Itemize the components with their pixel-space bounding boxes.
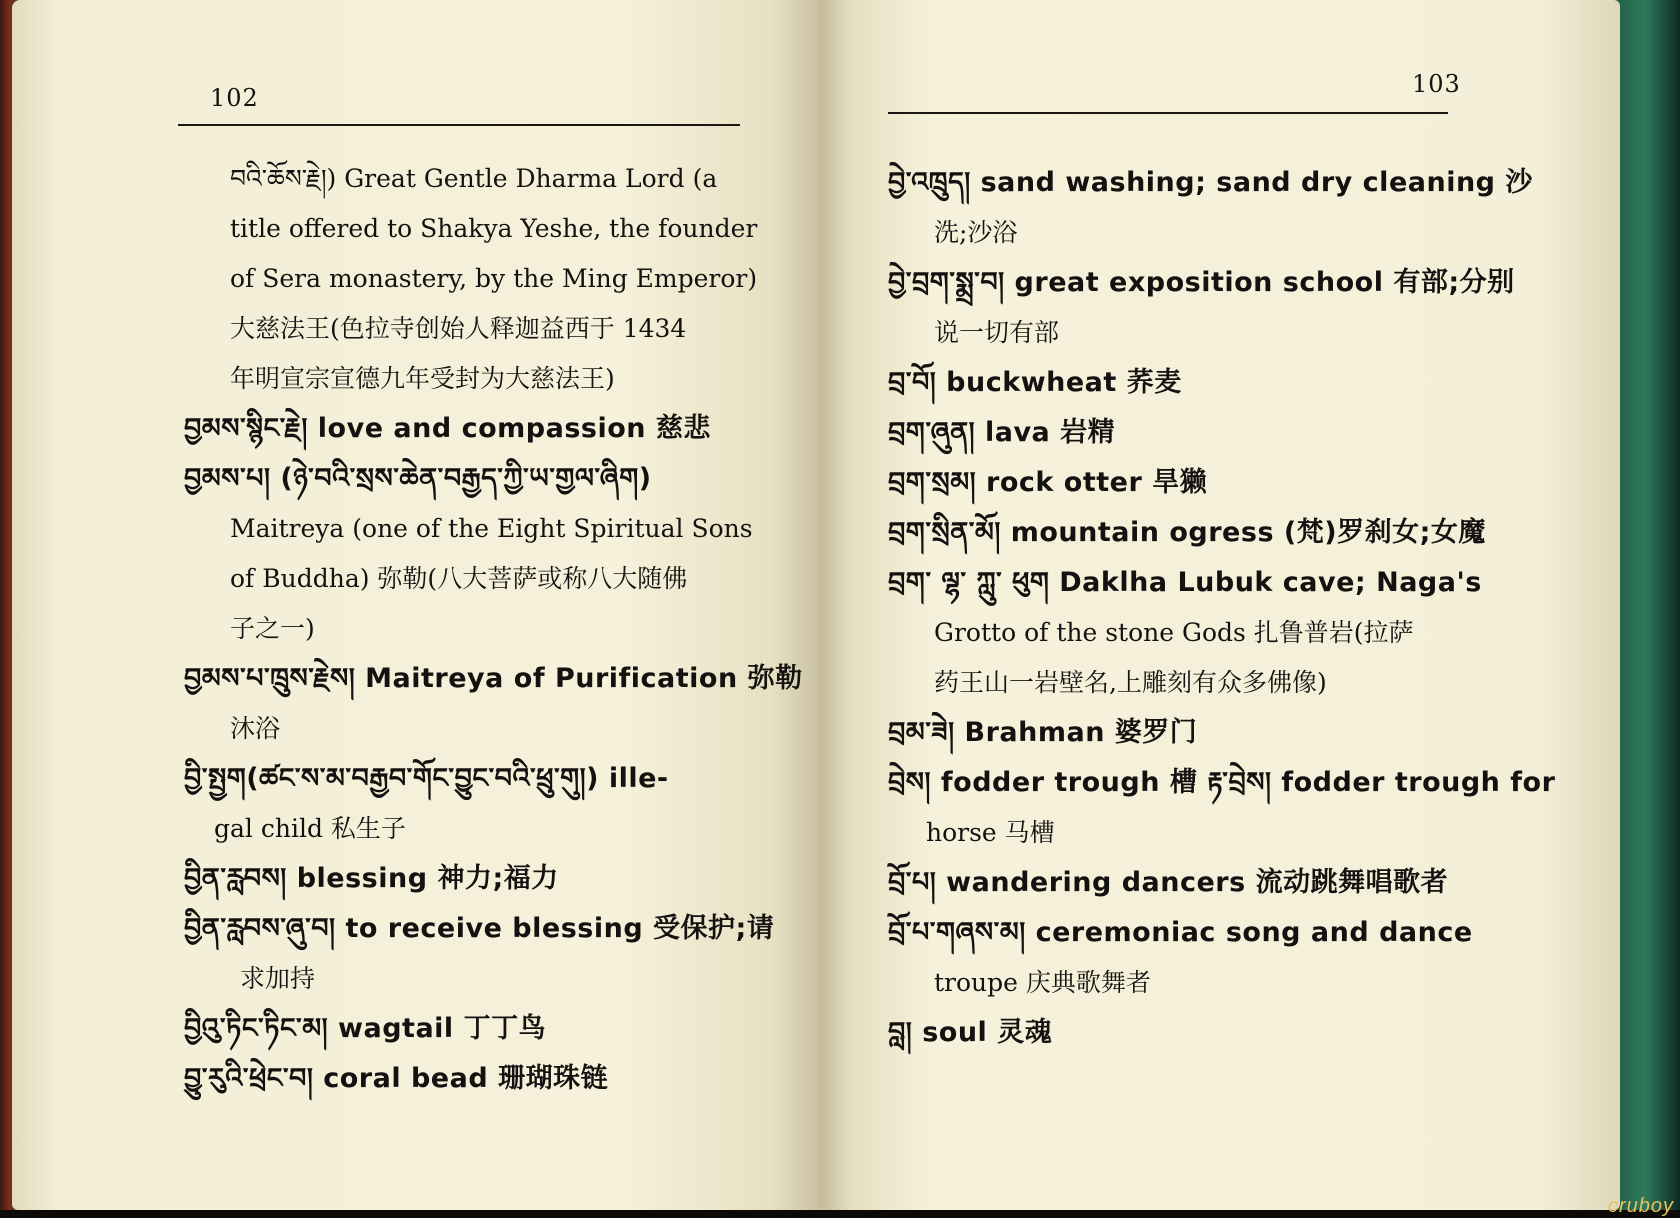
entry-line: བྱེ་བྲག་སྨྲ་བ། great exposition school 有部;分别	[888, 267, 1515, 298]
entry-line: བྱིན་རླབས་ཞུ་བ། to receive blessing 受保护;请	[184, 913, 775, 944]
header-rule-left	[178, 124, 740, 126]
entry-line: བླ། soul 灵魂	[888, 1017, 1053, 1048]
dictionary-entry	[888, 158, 1555, 258]
entry-line: བྲག་ ལྷ་ ཀླུ་ ཕུག Daklha Lubuk cave; Naga's	[888, 567, 1482, 598]
right-page	[820, 0, 1620, 1210]
entry-line: བྲག་ཞུན། lava 岩精	[888, 417, 1116, 448]
dictionary-entry	[888, 408, 1555, 458]
entry-line: 年明宣宗宣德九年受封为大慈法王)	[230, 364, 615, 393]
entry-line: བའི་ཆོས་རྗེ།) Great Gentle Dharma Lord (a	[230, 164, 718, 193]
entry-line: troupe 庆典歌舞者	[934, 968, 1151, 997]
left-page	[12, 0, 820, 1210]
entries-left	[184, 154, 803, 1104]
entry-line: བྱམས་པ་ཁྲུས་རྗེས། Maitreya of Purification 弥勒	[184, 663, 803, 694]
dictionary-entry	[888, 908, 1555, 1008]
entry-line: བྲག་སྲམ། rock otter 旱獭	[888, 467, 1208, 498]
bottom-shadow	[0, 1210, 1680, 1218]
entry-line: 说一切有部	[934, 318, 1060, 347]
dictionary-entry	[184, 754, 803, 854]
entry-line: བྱིན་རླབས། blessing 神力;福力	[184, 863, 559, 894]
dictionary-entry	[888, 1008, 1555, 1058]
entry-line: 药王山一岩壁名,上雕刻有众多佛像)	[934, 668, 1327, 697]
entry-line: 求加持	[240, 964, 316, 993]
entry-line: བྲོ་པ་གཞས་མ། ceremoniac song and dance	[888, 917, 1473, 948]
entry-line: བྲག་སྲིན་མོ། mountain ogress (梵)罗刹女;女魔	[888, 517, 1486, 548]
entry-line: བྱམས་སྙིང་རྗེ། love and compassion 慈悲	[184, 413, 711, 444]
entry-line: བྱིའུ་ཏིང་ཏིང་མ། wagtail 丁丁鸟	[184, 1013, 547, 1044]
entry-line: 子之一)	[230, 614, 315, 643]
entry-line: 大慈法王(色拉寺创始人释迦益西于 1434	[230, 314, 687, 343]
dictionary-entry	[184, 654, 803, 754]
entry-line: of Buddha) 弥勒(八大菩萨或称八大随佛	[230, 564, 688, 593]
entry-line: བྲམ་ཟེ། Brahman 婆罗门	[888, 717, 1198, 748]
dictionary-entry	[184, 854, 803, 904]
entry-line: 洗;沙浴	[934, 218, 1018, 247]
dictionary-entry	[184, 1004, 803, 1054]
dictionary-entry	[184, 904, 803, 1004]
entry-line: བྱེ་འཁྲུད། sand washing; sand dry cleaning 沙	[888, 167, 1533, 198]
dictionary-entry	[888, 258, 1555, 358]
entry-line: gal child 私生子	[214, 814, 406, 843]
dictionary-entry	[888, 758, 1555, 858]
entries-right	[888, 158, 1555, 1058]
entry-line: 沐浴	[230, 714, 281, 743]
dictionary-entry	[888, 558, 1555, 708]
page-number-right: 103	[1412, 70, 1461, 98]
dictionary-entry	[888, 508, 1555, 558]
page-number-left: 102	[210, 84, 259, 112]
dictionary-entry	[888, 458, 1555, 508]
entry-line: བྱི་སྤྱག(ཚང་ས་མ་བརྒྱབ་གོང་བྱུང་བའི་ཕྲུ་གུ།) ille-	[184, 763, 669, 794]
entry-line: བྱམས་པ། (ཉེ་བའི་སྲས་ཆེན་བརྒྱད་ཀྱི་ཡ་གྱལ་ཞིག)	[184, 463, 652, 494]
dictionary-entry	[184, 154, 803, 404]
entry-line: བྲོ་པ། wandering dancers 流动跳舞唱歌者	[888, 867, 1449, 898]
entry-line: བྲ་བོ། buckwheat 荞麦	[888, 367, 1182, 398]
entry-line: of Sera monastery, by the Ming Emperor)	[230, 264, 758, 293]
scanner-signature: cruboy	[1607, 1195, 1674, 1217]
dictionary-entry	[888, 358, 1555, 408]
dictionary-entry	[888, 858, 1555, 908]
book-edge-right	[1607, 0, 1680, 1218]
dictionary-entry	[184, 454, 803, 654]
entry-line: Grotto of the stone Gods 扎鲁普岩(拉萨	[934, 618, 1414, 647]
entry-line: horse 马槽	[926, 818, 1055, 847]
dictionary-entry	[888, 708, 1555, 758]
entry-line: Maitreya (one of the Eight Spiritual Sons	[230, 514, 753, 543]
dictionary-entry	[184, 1054, 803, 1104]
entry-line: title offered to Shakya Yeshe, the founder	[230, 214, 758, 243]
header-rule-right	[888, 112, 1448, 114]
dictionary-entry	[184, 404, 803, 454]
entry-line: བྱུ་རུའི་ཕྲེང་བ། coral bead 珊瑚珠链	[184, 1063, 609, 1094]
entry-line: བྲེས། fodder trough 槽 རྟ་བྲེས། fodder trough for	[888, 767, 1556, 798]
